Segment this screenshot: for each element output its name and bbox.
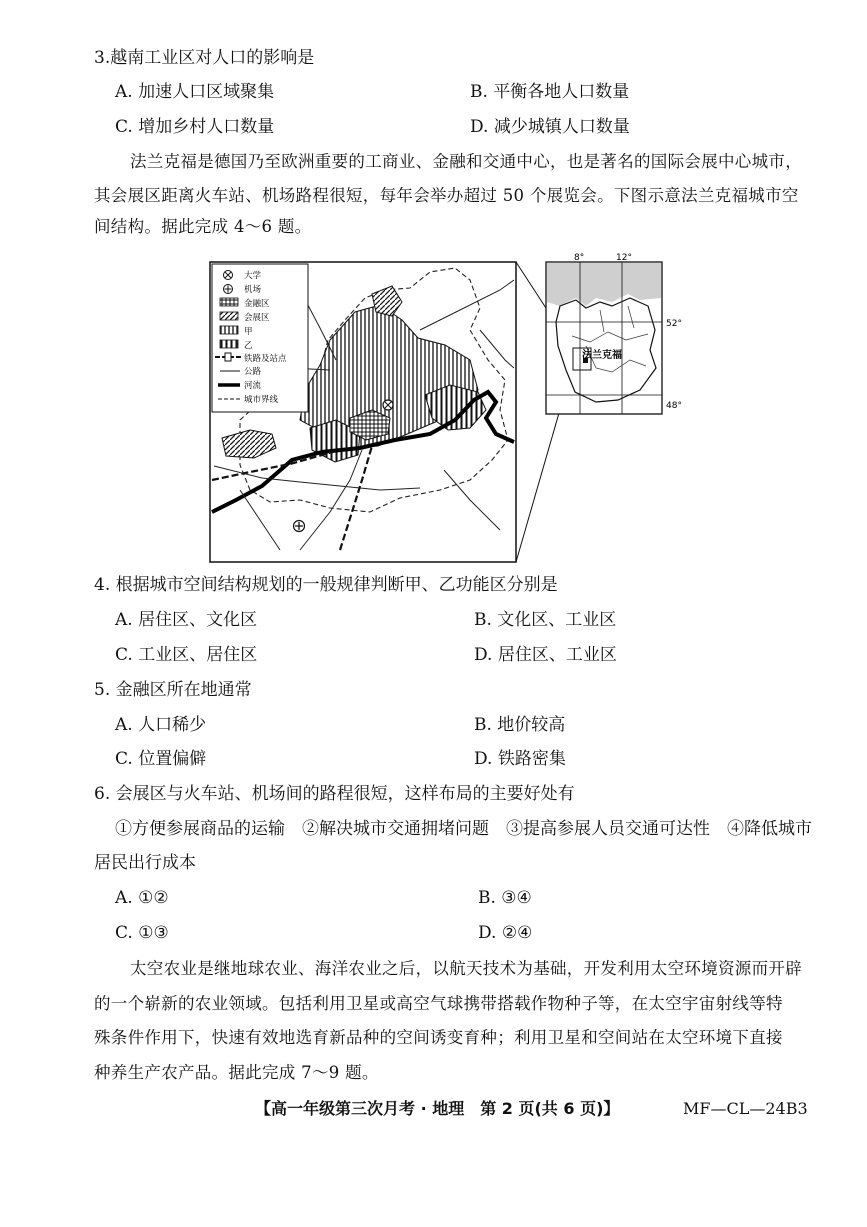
q3-option-d: D. 减少城镇人口数量 bbox=[470, 117, 630, 137]
inset-lat-48: 48° bbox=[666, 401, 682, 411]
q6-option-a: A. ①② bbox=[115, 888, 169, 908]
airport-icon bbox=[294, 521, 305, 532]
passage1-line2: 其会展区距离火车站、机场路程很短，每年会举办超过 50 个展览会。下图示意法兰克福城市空 bbox=[94, 186, 799, 205]
q3-stem: 3.越南工业区对人口的影响是 bbox=[94, 48, 315, 68]
q6-statements-line2: 居民出行成本 bbox=[94, 853, 196, 873]
q3-option-c: C. 增加乡村人口数量 bbox=[115, 117, 275, 137]
legend-university-icon bbox=[224, 271, 233, 280]
q5-option-b: B. 地价较高 bbox=[474, 715, 566, 735]
q4-option-b: B. 文化区、工业区 bbox=[474, 610, 617, 630]
q6-statements-line1: ①方便参展商品的运输 ②解决城市交通拥堵问题 ③提高参展人员交通可达性 ④降低城市 bbox=[115, 819, 812, 839]
legend-label-river: 河流 bbox=[244, 381, 262, 391]
inset-lon-12: 12° bbox=[616, 253, 632, 263]
inset-lon-8: 8° bbox=[574, 253, 585, 263]
q3-option-a: A. 加速人口区域聚集 bbox=[115, 82, 275, 102]
q5-stem: 5. 金融区所在地通常 bbox=[94, 680, 252, 700]
q3-option-b: B. 平衡各地人口数量 bbox=[470, 82, 630, 102]
q4-option-a: A. 居住区、文化区 bbox=[115, 610, 258, 630]
university-icon bbox=[383, 400, 393, 410]
q4-stem: 4. 根据城市空间结构规划的一般规律判断甲、乙功能区分别是 bbox=[94, 575, 558, 595]
legend-swatch-exhibition bbox=[220, 312, 238, 320]
passage2-line2: 的一个崭新的农业领域。包括利用卫星或高空气球携带搭载作物种子等，在太空宇宙射线等特 bbox=[94, 994, 783, 1013]
q6-option-c: C. ①③ bbox=[115, 923, 169, 943]
legend-label-boundary: 城市界线 bbox=[244, 395, 279, 405]
q5-option-c: C. 位置偏僻 bbox=[115, 749, 207, 769]
legend-label-finance: 金融区 bbox=[244, 299, 270, 309]
legend-swatch-jia bbox=[220, 326, 238, 334]
legend-label-yi: 乙 bbox=[244, 341, 253, 351]
legend-label-university: 大学 bbox=[244, 271, 262, 281]
q6-stem: 6. 会展区与火车站、机场间的路程很短，这样布局的主要好处有 bbox=[94, 784, 575, 804]
inset-lat-52: 52° bbox=[666, 319, 682, 329]
inset-city-label: 法兰克福 bbox=[582, 350, 622, 361]
inset-germany-map bbox=[546, 262, 662, 414]
q4-option-d: D. 居住区、工业区 bbox=[474, 645, 617, 665]
legend-label-jia: 甲 bbox=[244, 327, 253, 337]
q5-option-d: D. 铁路密集 bbox=[474, 749, 566, 769]
passage1-line1: 法兰克福是德国乃至欧洲重要的工商业、金融和交通中心，也是著名的国际会展中心城市， bbox=[130, 152, 802, 171]
legend-airport-icon bbox=[224, 285, 233, 294]
legend-label-railway: 铁路及站点 bbox=[244, 354, 287, 364]
passage2-line3: 殊条件作用下，快速有效地选育新品种的空间诱变育种；利用卫星和空间站在太空环境下直接 bbox=[94, 1028, 783, 1047]
passage2-line1: 太空农业是继地球农业、海洋农业之后，以航天技术为基础，开发利用太空环境资源而开辟 bbox=[130, 959, 802, 978]
paper-code: MF—CL—24B3 bbox=[683, 1099, 808, 1118]
legend-label-road: 公路 bbox=[244, 367, 262, 377]
page-footer: 【高一年级第三次月考 · 地理 第 2 页(共 6 页)】 bbox=[255, 1099, 620, 1118]
passage2-line4: 种养生产农产品。据此完成 7～9 题。 bbox=[94, 1063, 379, 1082]
legend-swatch-yi bbox=[220, 340, 238, 348]
frankfurt-structure-map bbox=[0, 250, 867, 570]
legend-label-airport: 机场 bbox=[244, 285, 262, 295]
legend-swatch-finance bbox=[220, 298, 238, 306]
q6-option-d: D. ②④ bbox=[478, 923, 533, 943]
q4-option-c: C. 工业区、居住区 bbox=[115, 645, 258, 665]
q5-option-a: A. 人口稀少 bbox=[115, 715, 207, 735]
passage1-line3: 间结构。据此完成 4～6 题。 bbox=[94, 217, 312, 236]
q6-option-b: B. ③④ bbox=[478, 888, 532, 908]
legend-label-exhibition: 会展区 bbox=[244, 313, 270, 323]
